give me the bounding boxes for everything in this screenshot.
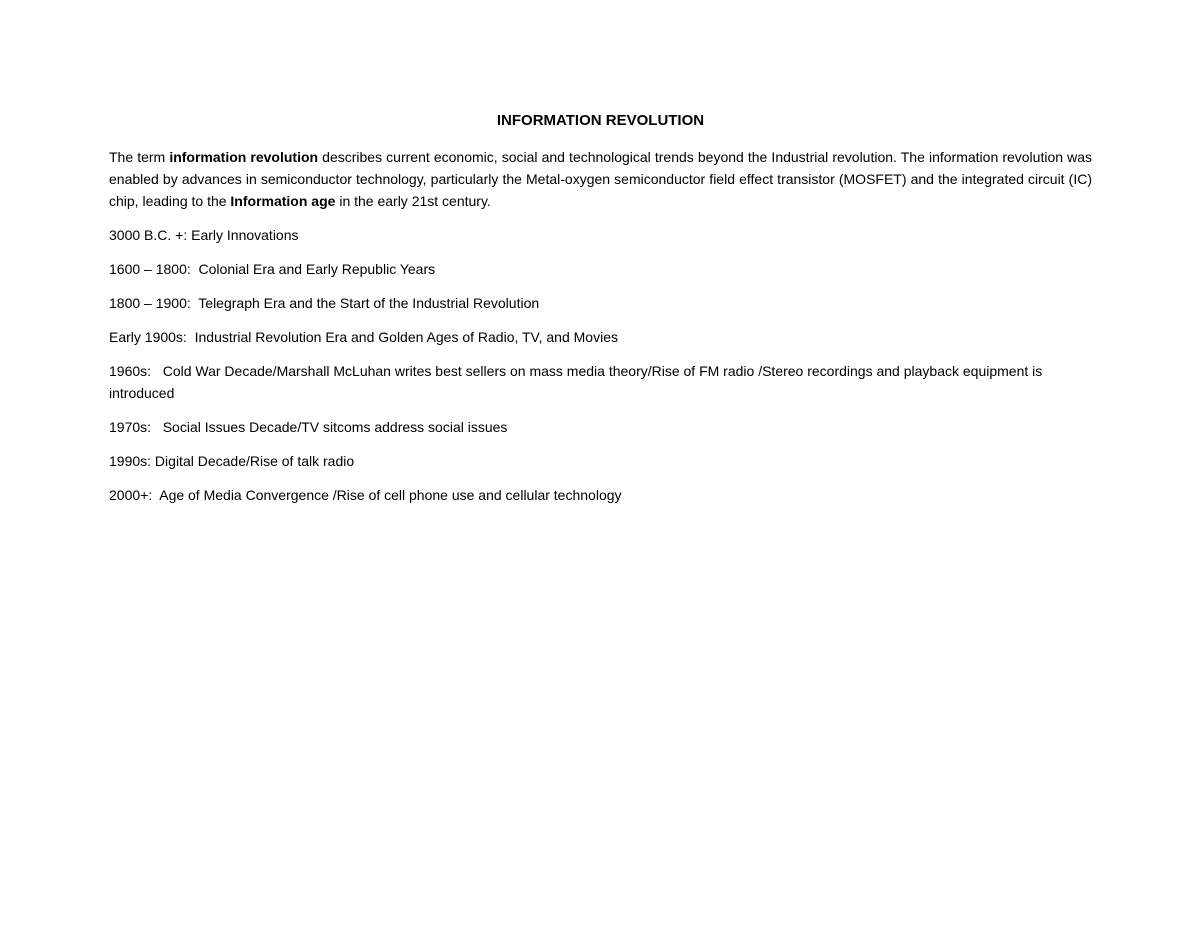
era-date: 1960s: — [109, 363, 152, 379]
era-date: 1600 – 1800: — [109, 261, 191, 277]
document-body — [109, 110, 1092, 518]
era-item — [109, 484, 1092, 506]
era-description: Telegraph Era and the Start of the Industrial Revolution — [190, 295, 540, 311]
era-item — [109, 224, 1092, 246]
era-date: 3000 B.C. +: — [109, 227, 188, 243]
era-description: Early Innovations — [187, 227, 299, 243]
era-date: 1970s: — [109, 419, 152, 435]
era-description: Cold War Decade/Marshall McLuhan writes best sellers on mass media theory/Rise of FM radio /Stereo recordings and playback equipment is introduced — [109, 363, 1047, 401]
intro-paragraph — [109, 146, 1092, 212]
intro-term-information-age: Information age — [230, 193, 336, 209]
era-description: Digital Decade/Rise of talk radio — [151, 453, 355, 469]
era-date: 2000+: — [109, 487, 153, 503]
era-description: Colonial Era and Early Republic Years — [190, 261, 436, 277]
intro-text-3: in the early 21st century. — [335, 193, 491, 209]
era-item — [109, 360, 1092, 404]
intro-term-information-revolution: information revolution — [169, 149, 319, 165]
era-date: 1990s: — [109, 453, 152, 469]
era-date: 1800 – 1900: — [109, 295, 191, 311]
era-description: Age of Media Convergence /Rise of cell phone use and cellular technology — [152, 487, 622, 503]
era-date: Early 1900s: — [109, 329, 187, 345]
era-item — [109, 416, 1092, 438]
intro-text-1: The term — [109, 149, 170, 165]
era-item — [109, 326, 1092, 348]
era-item — [109, 258, 1092, 280]
era-item — [109, 292, 1092, 314]
era-description: Industrial Revolution Era and Golden Ages of Radio, TV, and Movies — [186, 329, 618, 345]
intro-text-2: describes current economic, social and technological trends beyond the Industrial revolution. The information revolution was enabled by advances in semiconductor technology, particularly the Metal-oxygen semiconductor field effect transistor (MOSFET) and the integrated circuit (IC) chip, leading to the — [109, 149, 1093, 209]
era-description: Social Issues Decade/TV sitcoms address social issues — [151, 419, 508, 435]
document-title: INFORMATION REVOLUTION — [496, 112, 705, 129]
era-item — [109, 450, 1092, 472]
